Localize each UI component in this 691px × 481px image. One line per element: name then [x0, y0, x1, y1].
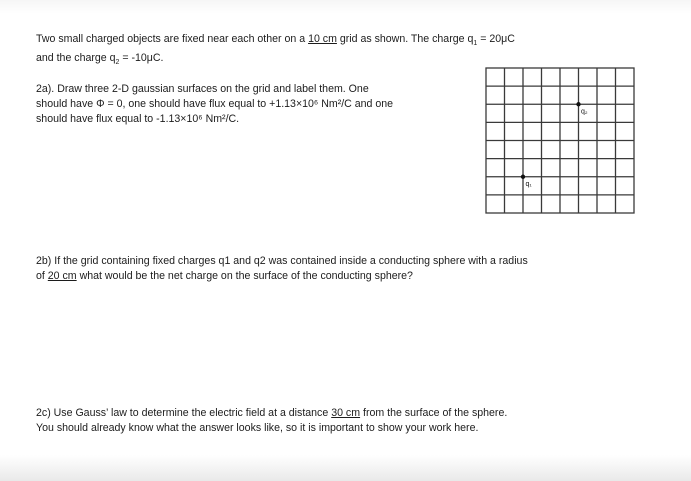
grid-size: 10 cm	[308, 33, 337, 45]
q2a-line-2: should have Φ = 0, one should have flux equal to +1.13×10⁶ Nm²/C and one	[36, 98, 394, 110]
question-2b	[36, 254, 646, 284]
q2c-line-2: You should already know what the answer looks like, so it is important to show your work here.	[36, 422, 479, 434]
q2b-line-1: 2b) If the grid containing fixed charges q1 and q2 was contained inside a conducting sphere with a radius	[36, 255, 528, 267]
charge-q2-dot	[576, 102, 580, 106]
intro-line-1: Two small charged objects are fixed near each other on a 10 cm grid as shown. The charge $q_1 = 20\mu C$	[36, 33, 515, 48]
problem-intro	[36, 32, 646, 70]
question-2c	[36, 406, 646, 436]
charge-q1-label: q₁	[525, 180, 532, 188]
field-distance: 30 cm	[331, 407, 361, 419]
page-bottom-shadow	[0, 455, 691, 481]
q2a-line-1: 2a). Draw three 2-D gaussian surfaces on the grid and label them. One	[36, 83, 369, 95]
charge-q2-label: q₂	[581, 108, 588, 116]
q2a-line-3: should have flux equal to -1.13×10⁶ Nm²/C.	[36, 113, 240, 125]
question-2a	[36, 82, 476, 127]
charge-grid	[485, 67, 635, 214]
sphere-radius: 20 cm	[47, 270, 77, 282]
q2b-line-2: of 20 cm what would be the net charge on the surface of the conducting sphere?	[36, 270, 413, 282]
charge-grid-svg	[485, 67, 635, 214]
charge-q1-dot	[521, 175, 525, 179]
q2c-line-1: 2c) Use Gauss’ law to determine the electric field at a distance 30 cm from the surface of the sphere.	[36, 407, 508, 419]
intro-line-2: and the charge $q_2 = -10\mu C$.	[36, 52, 164, 67]
